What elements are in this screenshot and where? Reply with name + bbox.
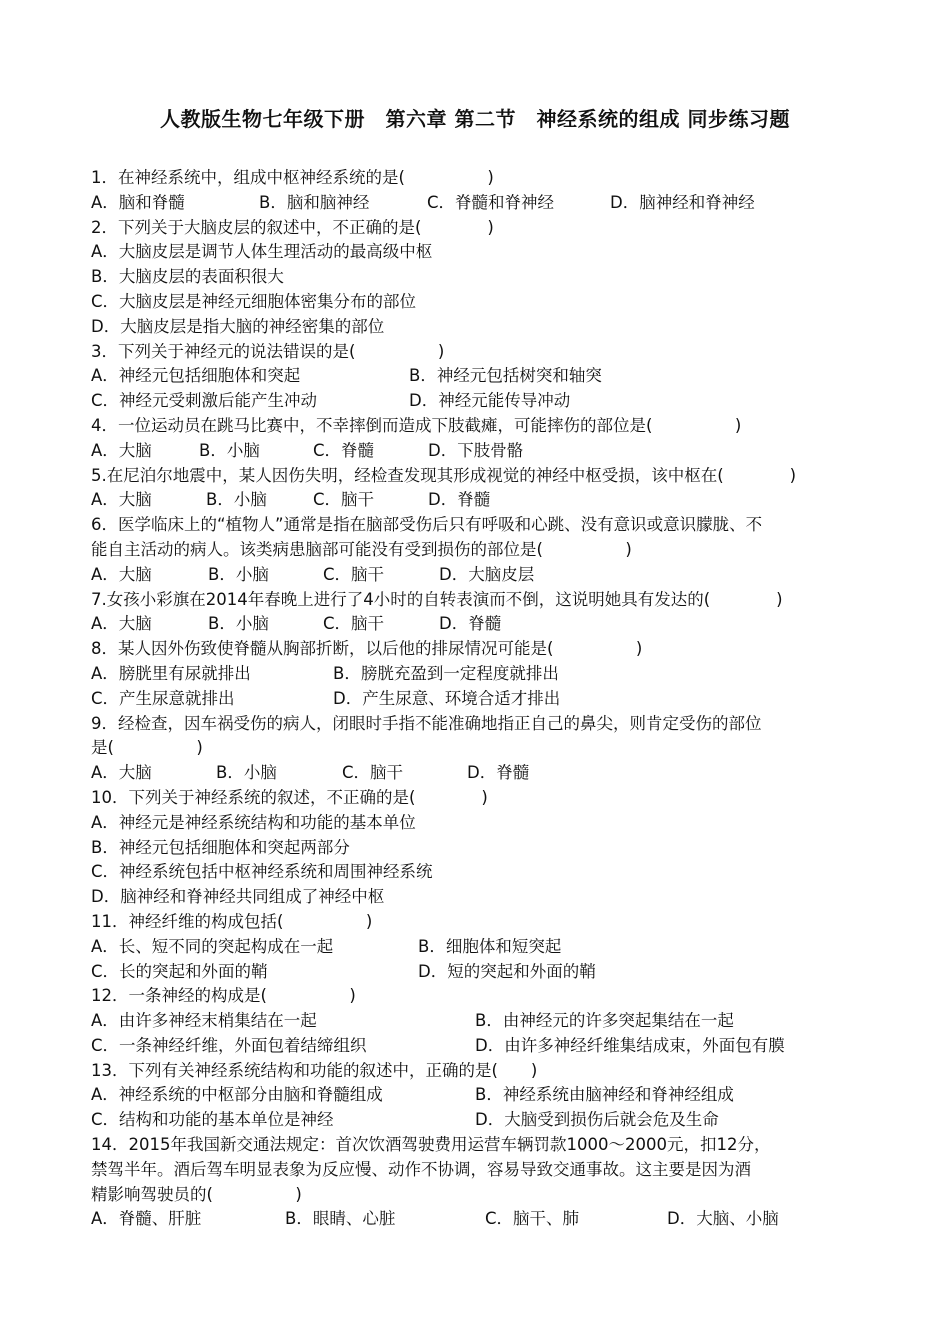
option-c: C．神经系统包括中枢神经系统和周围神经系统 (91, 862, 433, 882)
question-12 (91, 984, 871, 1058)
option-c: C．结构和功能的基本单位是神经 (91, 1110, 334, 1130)
option-b: B．眼睛、心脏 (285, 1209, 396, 1229)
option-d: D．短的突起和外面的鞘 (418, 961, 596, 981)
option-a: A．神经元包括细胞体和突起 (91, 366, 301, 386)
option-d: D．神经元能传导冲动 (409, 391, 571, 411)
question-stem-continued: 禁驾半年。酒后驾车明显表象为反应慢、动作不协调，容易导致交通事故。这主要是因为酒 (91, 1159, 751, 1179)
option-d: D．脊髓 (467, 763, 530, 783)
option-a: A．由许多神经末梢集结在一起 (91, 1011, 317, 1031)
option-b: B．大脑皮层的表面积很大 (91, 267, 284, 287)
question-stem: 12．一条神经的构成是( ) (91, 986, 356, 1006)
option-b: B．小脑 (199, 440, 260, 460)
option-c: C．脑干、肺 (485, 1209, 580, 1229)
option-row (91, 935, 871, 960)
option-row (91, 439, 871, 464)
option-row (91, 1108, 871, 1133)
option-c: C．产生尿意就排出 (91, 688, 235, 708)
option-b: B．小脑 (206, 490, 267, 510)
question-stem: 6．医学临床上的“植物人”通常是指在脑部受伤后只有呼吸和心跳、没有意识或意识朦胧、不 (91, 515, 763, 535)
question-stem: 1．在神经系统中，组成中枢神经系统的是( ) (91, 168, 494, 187)
option-c: C．脑干 (313, 490, 375, 510)
option-c: C．脑干 (323, 564, 385, 584)
option-row (91, 1034, 871, 1059)
option-row (91, 1009, 871, 1034)
option-d: D．脊髓 (439, 614, 502, 634)
question-stem: 7.女孩小彩旗在2014年春晚上进行了4小时的自转表演而不倒，这说明她具有发达的( ) (91, 589, 783, 609)
option-c: C．大脑皮层是神经元细胞体密集分布的部位 (91, 291, 417, 311)
option-d: D．大脑皮层 (439, 564, 535, 584)
option-row (91, 364, 871, 389)
option-c: C．脑干 (323, 614, 385, 634)
question-3 (91, 340, 871, 414)
question-7 (91, 588, 871, 638)
question-stem: 2．下列关于大脑皮层的叙述中，不正确的是( ) (91, 217, 494, 237)
option-b: B．小脑 (208, 564, 269, 584)
question-2 (91, 216, 871, 340)
question-14 (91, 1133, 871, 1232)
question-stem-continued: 精影响驾驶员的( ) (91, 1184, 302, 1204)
option-c: C．神经元受刺激后能产生冲动 (91, 391, 318, 411)
option-d: D．大脑皮层是指大脑的神经密集的部位 (91, 316, 385, 336)
option-row (91, 488, 871, 513)
question-stem: 5.在尼泊尔地震中，某人因伤失明，经检查发现其形成视觉的神经中枢受损，该中枢在( ) (91, 465, 797, 485)
question-stem-continued: 能自主活动的病人。该类病患脑部可能没有受到损伤的部位是( ) (91, 539, 632, 559)
question-stem-continued: 是( ) (91, 738, 203, 758)
option-row (91, 960, 871, 985)
option-c: C．长的突起和外面的鞘 (91, 961, 268, 981)
option-row (91, 563, 871, 588)
option-a: A．神经系统的中枢部分由脑和脊髓组成 (91, 1085, 383, 1105)
option-a: A．大脑 (91, 763, 152, 783)
option-c: C．脑干 (342, 763, 404, 783)
option-b: B．小脑 (208, 614, 269, 634)
option-row (91, 1083, 871, 1108)
option-a: A．脊髓、肝脏 (91, 1209, 202, 1229)
option-d: D．脑神经和脊神经 (610, 192, 755, 212)
option-b: B．脑和脑神经 (259, 192, 370, 212)
question-stem: 14．2015年我国新交通法规定：首次饮酒驾驶费用运营车辆罚款1000～2000元，扣12分， (91, 1135, 771, 1155)
option-row (91, 761, 871, 786)
option-d: D．由许多神经纤维集结成束，外面包有膜 (475, 1035, 785, 1055)
option-d: D．下肢骨骼 (428, 440, 524, 460)
question-13 (91, 1059, 871, 1133)
option-a: A．膀胱里有尿就排出 (91, 663, 251, 683)
option-a: A．大脑 (91, 564, 152, 584)
option-b: B．神经元包括细胞体和突起两部分 (91, 837, 350, 857)
question-stem: 4．一位运动员在跳马比赛中，不幸摔倒而造成下肢截瘫，可能摔伤的部位是( ) (91, 415, 742, 435)
option-a: A．神经元是神经系统结构和功能的基本单位 (91, 812, 416, 832)
question-5 (91, 464, 871, 514)
questions-list (91, 166, 871, 1232)
option-d: D．大脑受到损伤后就会危及生命 (475, 1110, 719, 1130)
option-row (91, 687, 871, 712)
question-stem: 13．下列有关神经系统结构和功能的叙述中，正确的是( ) (91, 1060, 538, 1080)
option-row (91, 191, 871, 216)
option-row (91, 662, 871, 687)
question-stem: 9．经检查，因车祸受伤的病人，闭眼时手指不能准确地指正自己的鼻尖，则肯定受伤的部位 (91, 713, 762, 733)
option-row (91, 612, 871, 637)
option-d: D．脊髓 (428, 490, 491, 510)
option-b: B．膀胱充盈到一定程度就排出 (333, 663, 559, 683)
question-4 (91, 414, 871, 464)
question-stem: 8．某人因外伤致使脊髓从胸部折断，以后他的排尿情况可能是( ) (91, 639, 643, 659)
option-b: B．细胞体和短突起 (418, 936, 562, 956)
option-c: C．一条神经纤维，外面包着结缔组织 (91, 1035, 367, 1055)
option-row (91, 389, 871, 414)
option-b: B．神经系统由脑神经和脊神经组成 (475, 1085, 734, 1105)
option-a: A．脑和脊髓 (91, 192, 185, 212)
option-d: D．脑神经和脊神经共同组成了神经中枢 (91, 887, 385, 907)
option-a: A．长、短不同的突起构成在一起 (91, 936, 334, 956)
page-title: 人教版生物七年级下册 第六章 第二节 神经系统的组成 同步练习题 (160, 107, 790, 131)
option-b: B．小脑 (216, 763, 277, 783)
question-9 (91, 712, 871, 786)
option-d: D．产生尿意、环境合适才排出 (333, 688, 561, 708)
option-a: A．大脑皮层是调节人体生理活动的最高级中枢 (91, 242, 433, 262)
option-c: C．脊髓 (313, 440, 375, 460)
question-11 (91, 910, 871, 984)
option-c: C．脊髓和脊神经 (427, 192, 555, 212)
option-a: A．大脑 (91, 490, 152, 510)
option-b: B．神经元包括树突和轴突 (409, 366, 602, 386)
option-row (91, 1207, 871, 1232)
question-6 (91, 513, 871, 587)
option-b: B．由神经元的许多突起集结在一起 (475, 1011, 734, 1031)
question-stem: 3．下列关于神经元的说法错误的是( ) (91, 341, 445, 361)
option-d: D．大脑、小脑 (667, 1209, 779, 1229)
question-8 (91, 637, 871, 711)
question-stem: 10．下列关于神经系统的叙述，不正确的是( ) (91, 787, 488, 807)
question-10 (91, 786, 871, 910)
option-a: A．大脑 (91, 614, 152, 634)
question-stem: 11．神经纤维的构成包括( ) (91, 911, 373, 931)
question-1 (91, 166, 871, 216)
option-a: A．大脑 (91, 440, 152, 460)
